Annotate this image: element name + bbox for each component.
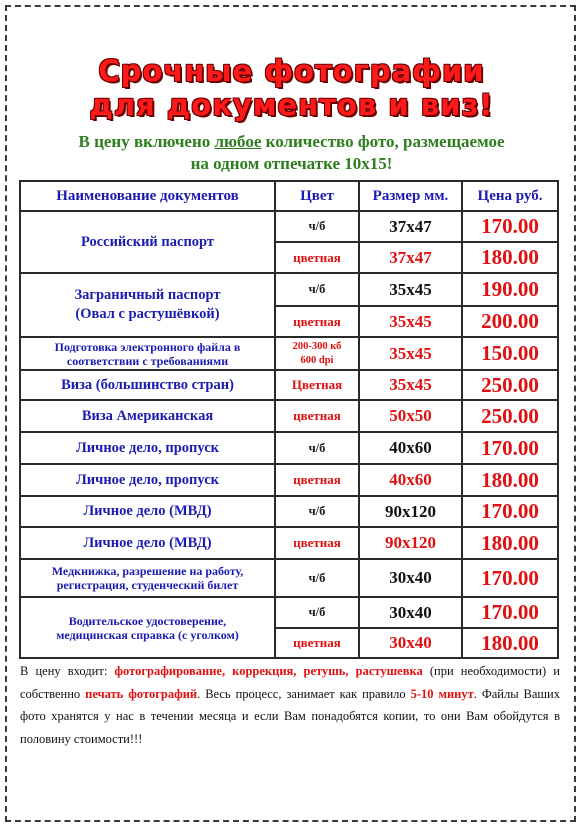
price-cell: 180.00 <box>462 464 558 496</box>
header-documents: Наименование документов <box>20 181 275 211</box>
color-cell: ч/б <box>275 559 359 597</box>
subtitle-after: количество фото, размещаемое <box>261 132 505 151</box>
doc-name-line-2: регистрация, студенческий билет <box>56 578 239 592</box>
doc-name: Виза Американская <box>20 400 275 432</box>
price-cell: 250.00 <box>462 400 558 432</box>
table-row <box>20 211 558 242</box>
doc-name: Личное дело (МВД) <box>20 496 275 527</box>
color-cell: цветная <box>275 527 359 559</box>
doc-name: Российский паспорт <box>20 211 275 273</box>
color-cell: ч/б <box>275 211 359 242</box>
table-header-row <box>20 181 558 211</box>
title-line-1: Срочные фотографии <box>98 54 485 88</box>
footer-duration: 5-10 минут <box>410 686 474 701</box>
table-row <box>20 527 558 559</box>
footer-text-1: В цену входит: <box>20 664 115 678</box>
table-row <box>20 273 558 306</box>
size-cell: 37х47 <box>359 211 462 242</box>
size-cell: 90х120 <box>359 496 462 527</box>
table-row <box>20 597 558 628</box>
title-line-2: для документов и виз! <box>89 88 494 122</box>
header-color: Цвет <box>275 181 359 211</box>
color-cell <box>275 337 359 370</box>
price-cell: 170.00 <box>462 597 558 628</box>
subtitle-before: В цену включено <box>78 132 215 151</box>
color-cell: ч/б <box>275 273 359 306</box>
color-cell: цветная <box>275 464 359 496</box>
table-row <box>20 432 558 464</box>
size-cell: 35х45 <box>359 370 462 400</box>
price-cell: 170.00 <box>462 559 558 597</box>
size-cell: 90х120 <box>359 527 462 559</box>
doc-name-line-2: медицинская справка (с уголком) <box>56 627 239 642</box>
color-cell: цветная <box>275 242 359 273</box>
footer-services: фотографирование, коррекция, ретушь, растушевка <box>114 664 423 678</box>
table-row <box>20 370 558 400</box>
price-cell: 150.00 <box>462 337 558 370</box>
footer-text-4: . Файлы Ваших фото хранятся у нас в течении месяца и если Вам понадобятся копии, то они Вам обойдутся в половину стоимости!!! <box>20 686 560 746</box>
price-cell: 180.00 <box>462 242 558 273</box>
color-cell: ч/б <box>275 496 359 527</box>
price-cell: 170.00 <box>462 432 558 464</box>
subtitle-line-1 <box>0 131 583 153</box>
size-cell: 50х50 <box>359 400 462 432</box>
size-cell: 30х40 <box>359 628 462 658</box>
footer-text-2: (при необходимости) и собственно <box>20 664 560 701</box>
footer-note <box>20 660 560 750</box>
size-cell: 37х47 <box>359 242 462 273</box>
color-cell: Цветная <box>275 370 359 400</box>
doc-name-line-1: Заграничный паспорт <box>74 287 221 303</box>
doc-name <box>20 337 275 370</box>
table-row <box>20 337 558 370</box>
doc-name-line-2: соответствии с требованиями <box>66 353 229 368</box>
color-cell: цветная <box>275 306 359 337</box>
doc-name <box>20 273 275 337</box>
price-table <box>19 180 559 659</box>
color-cell: цветная <box>275 628 359 658</box>
price-cell: 190.00 <box>462 273 558 306</box>
table-row <box>20 400 558 432</box>
doc-name-line-1: Медкнижка, разрешение на работу, <box>51 564 244 578</box>
table-row <box>20 464 558 496</box>
doc-name-line-2: (Овал с растушёвкой) <box>75 306 220 322</box>
doc-name <box>20 559 275 597</box>
doc-name: Виза (большинство стран) <box>20 370 275 400</box>
table-row <box>20 559 558 597</box>
subtitle-line-2: на одном отпечатке 10х15! <box>190 154 393 173</box>
price-cell: 250.00 <box>462 370 558 400</box>
price-cell: 180.00 <box>462 628 558 658</box>
size-cell: 40х60 <box>359 464 462 496</box>
size-cell: 40х60 <box>359 432 462 464</box>
doc-name: Личное дело, пропуск <box>20 432 275 464</box>
footer-printing: печать фотографий <box>85 686 198 701</box>
header-size: Размер мм. <box>359 181 462 211</box>
dpi-text: 600 dpi <box>300 354 334 366</box>
size-cell: 30х40 <box>359 597 462 628</box>
header-price: Цена руб. <box>462 181 558 211</box>
color-cell: ч/б <box>275 597 359 628</box>
price-cell: 170.00 <box>462 211 558 242</box>
size-cell: 35х45 <box>359 273 462 306</box>
doc-name: Личное дело, пропуск <box>20 464 275 496</box>
size-cell: 30х40 <box>359 559 462 597</box>
color-cell: цветная <box>275 400 359 432</box>
file-size-text: 200-300 кб <box>292 340 342 352</box>
price-cell: 170.00 <box>462 496 558 527</box>
subtitle-highlight: любое <box>214 132 262 151</box>
price-cell: 180.00 <box>462 527 558 559</box>
footer-text-3: . Весь процесс, занимает как правило <box>197 686 411 701</box>
size-cell: 35х45 <box>359 306 462 337</box>
price-cell: 200.00 <box>462 306 558 337</box>
doc-name-line-1: Подготовка электронного файла в <box>54 339 241 354</box>
size-cell: 35х45 <box>359 337 462 370</box>
table-row <box>20 496 558 527</box>
color-cell: ч/б <box>275 432 359 464</box>
doc-name-line-1: Водительское удостоверение, <box>68 613 227 628</box>
doc-name: Личное дело (МВД) <box>20 527 275 559</box>
doc-name <box>20 597 275 658</box>
